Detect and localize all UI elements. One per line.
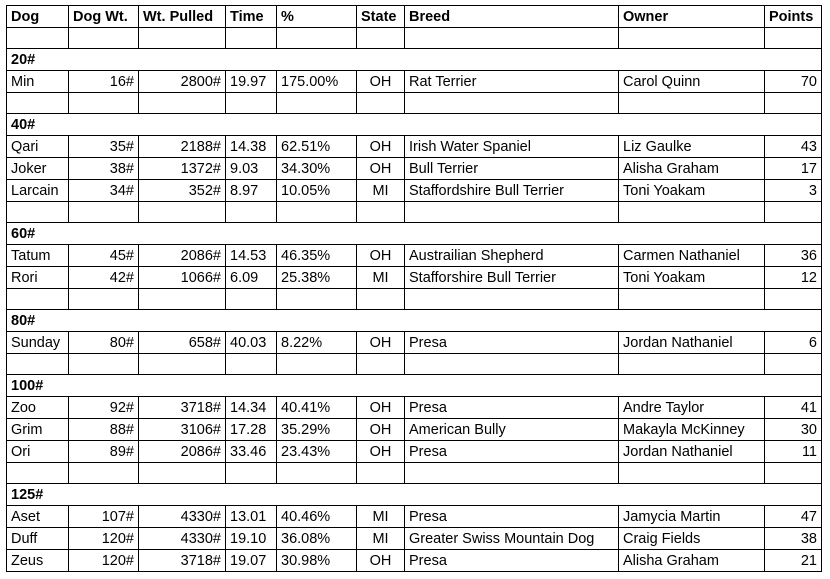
header-state: State <box>357 6 405 28</box>
table-row <box>7 245 822 267</box>
header-points: Points <box>765 6 822 28</box>
empty-cell <box>765 28 822 49</box>
cell-state: OH <box>357 397 405 419</box>
cell-state: OH <box>357 158 405 180</box>
cell-state: OH <box>357 245 405 267</box>
cell-points: 38 <box>765 528 822 550</box>
table-row <box>7 550 822 572</box>
empty-cell <box>277 463 357 484</box>
cell-owner: Jordan Nathaniel <box>619 332 765 354</box>
cell-dog-weight: 120# <box>69 528 139 550</box>
empty-cell <box>226 202 277 223</box>
cell-dog-weight: 120# <box>69 550 139 572</box>
weight-class-row <box>7 49 822 71</box>
cell-weight-pulled: 2188# <box>139 136 226 158</box>
cell-dog: Min <box>7 71 69 93</box>
blank-row <box>7 93 822 114</box>
cell-dog-weight: 16# <box>69 71 139 93</box>
empty-cell <box>765 289 822 310</box>
cell-percent: 8.22% <box>277 332 357 354</box>
blank-row <box>7 28 822 49</box>
cell-dog-weight: 38# <box>69 158 139 180</box>
cell-percent: 36.08% <box>277 528 357 550</box>
header-dog-weight: Dog Wt. <box>69 6 139 28</box>
cell-weight-pulled: 1066# <box>139 267 226 289</box>
cell-dog: Aset <box>7 506 69 528</box>
empty-cell <box>405 463 619 484</box>
cell-time: 14.53 <box>226 245 277 267</box>
cell-dog-weight: 35# <box>69 136 139 158</box>
empty-cell <box>7 28 69 49</box>
cell-breed: Presa <box>405 397 619 419</box>
cell-percent: 23.43% <box>277 441 357 463</box>
empty-cell <box>405 354 619 375</box>
weight-class-label: 125# <box>7 484 822 506</box>
cell-breed: Presa <box>405 550 619 572</box>
cell-points: 70 <box>765 71 822 93</box>
empty-cell <box>7 463 69 484</box>
cell-state: OH <box>357 550 405 572</box>
cell-percent: 46.35% <box>277 245 357 267</box>
empty-cell <box>357 289 405 310</box>
weight-class-label: 80# <box>7 310 822 332</box>
cell-breed: Presa <box>405 441 619 463</box>
cell-weight-pulled: 2086# <box>139 441 226 463</box>
cell-points: 21 <box>765 550 822 572</box>
cell-dog: Zeus <box>7 550 69 572</box>
empty-cell <box>405 93 619 114</box>
empty-cell <box>7 289 69 310</box>
cell-breed: Presa <box>405 332 619 354</box>
cell-state: MI <box>357 528 405 550</box>
results-table-body <box>7 6 822 572</box>
table-row <box>7 397 822 419</box>
cell-points: 30 <box>765 419 822 441</box>
cell-percent: 62.51% <box>277 136 357 158</box>
table-row <box>7 332 822 354</box>
cell-time: 17.28 <box>226 419 277 441</box>
cell-owner: Liz Gaulke <box>619 136 765 158</box>
empty-cell <box>69 463 139 484</box>
cell-breed: Presa <box>405 506 619 528</box>
empty-cell <box>357 463 405 484</box>
empty-cell <box>7 93 69 114</box>
cell-breed: American Bully <box>405 419 619 441</box>
weight-class-row <box>7 114 822 136</box>
cell-owner: Carmen Nathaniel <box>619 245 765 267</box>
cell-time: 14.34 <box>226 397 277 419</box>
cell-time: 8.97 <box>226 180 277 202</box>
header-row <box>7 6 822 28</box>
empty-cell <box>405 202 619 223</box>
cell-weight-pulled: 4330# <box>139 506 226 528</box>
empty-cell <box>139 28 226 49</box>
cell-state: OH <box>357 332 405 354</box>
cell-dog-weight: 80# <box>69 332 139 354</box>
table-row <box>7 136 822 158</box>
cell-time: 13.01 <box>226 506 277 528</box>
cell-percent: 25.38% <box>277 267 357 289</box>
empty-cell <box>619 28 765 49</box>
cell-state: MI <box>357 267 405 289</box>
cell-percent: 10.05% <box>277 180 357 202</box>
cell-owner: Makayla McKinney <box>619 419 765 441</box>
cell-points: 12 <box>765 267 822 289</box>
cell-breed: Irish Water Spaniel <box>405 136 619 158</box>
cell-percent: 30.98% <box>277 550 357 572</box>
cell-time: 19.10 <box>226 528 277 550</box>
empty-cell <box>226 28 277 49</box>
empty-cell <box>357 28 405 49</box>
cell-points: 11 <box>765 441 822 463</box>
empty-cell <box>277 289 357 310</box>
weight-class-row <box>7 310 822 332</box>
empty-cell <box>226 289 277 310</box>
blank-row <box>7 289 822 310</box>
cell-dog-weight: 88# <box>69 419 139 441</box>
header-dog: Dog <box>7 6 69 28</box>
empty-cell <box>357 354 405 375</box>
cell-owner: Jamycia Martin <box>619 506 765 528</box>
empty-cell <box>69 289 139 310</box>
cell-owner: Jordan Nathaniel <box>619 441 765 463</box>
empty-cell <box>357 93 405 114</box>
table-row <box>7 180 822 202</box>
cell-dog: Grim <box>7 419 69 441</box>
cell-dog-weight: 92# <box>69 397 139 419</box>
table-row <box>7 528 822 550</box>
empty-cell <box>7 354 69 375</box>
cell-weight-pulled: 2086# <box>139 245 226 267</box>
cell-dog-weight: 42# <box>69 267 139 289</box>
cell-percent: 175.00% <box>277 71 357 93</box>
empty-cell <box>69 93 139 114</box>
cell-time: 14.38 <box>226 136 277 158</box>
cell-time: 40.03 <box>226 332 277 354</box>
empty-cell <box>139 354 226 375</box>
weight-class-row <box>7 484 822 506</box>
cell-weight-pulled: 3718# <box>139 550 226 572</box>
cell-percent: 35.29% <box>277 419 357 441</box>
table-row <box>7 441 822 463</box>
empty-cell <box>139 93 226 114</box>
cell-weight-pulled: 3106# <box>139 419 226 441</box>
cell-weight-pulled: 3718# <box>139 397 226 419</box>
empty-cell <box>619 354 765 375</box>
cell-owner: Andre Taylor <box>619 397 765 419</box>
cell-dog-weight: 89# <box>69 441 139 463</box>
weight-class-row <box>7 375 822 397</box>
table-row <box>7 267 822 289</box>
cell-dog: Rori <box>7 267 69 289</box>
empty-cell <box>226 463 277 484</box>
cell-dog: Zoo <box>7 397 69 419</box>
cell-dog: Duff <box>7 528 69 550</box>
cell-breed: Stafforshire Bull Terrier <box>405 267 619 289</box>
cell-owner: Craig Fields <box>619 528 765 550</box>
empty-cell <box>765 202 822 223</box>
cell-weight-pulled: 352# <box>139 180 226 202</box>
cell-time: 19.07 <box>226 550 277 572</box>
weight-class-label: 40# <box>7 114 822 136</box>
table-row <box>7 506 822 528</box>
cell-dog: Qari <box>7 136 69 158</box>
cell-owner: Toni Yoakam <box>619 267 765 289</box>
cell-owner: Toni Yoakam <box>619 180 765 202</box>
cell-percent: 40.41% <box>277 397 357 419</box>
cell-points: 17 <box>765 158 822 180</box>
table-row <box>7 158 822 180</box>
empty-cell <box>405 28 619 49</box>
cell-points: 36 <box>765 245 822 267</box>
cell-breed: Austrailian Shepherd <box>405 245 619 267</box>
empty-cell <box>619 289 765 310</box>
header-percent: % <box>277 6 357 28</box>
empty-cell <box>69 28 139 49</box>
weight-class-label: 20# <box>7 49 822 71</box>
cell-dog-weight: 107# <box>69 506 139 528</box>
empty-cell <box>357 202 405 223</box>
cell-weight-pulled: 658# <box>139 332 226 354</box>
weight-class-label: 60# <box>7 223 822 245</box>
cell-points: 41 <box>765 397 822 419</box>
cell-time: 6.09 <box>226 267 277 289</box>
cell-owner: Carol Quinn <box>619 71 765 93</box>
cell-dog-weight: 34# <box>69 180 139 202</box>
empty-cell <box>619 202 765 223</box>
cell-dog-weight: 45# <box>69 245 139 267</box>
cell-state: OH <box>357 441 405 463</box>
empty-cell <box>619 463 765 484</box>
empty-cell <box>69 202 139 223</box>
empty-cell <box>765 93 822 114</box>
cell-dog: Sunday <box>7 332 69 354</box>
empty-cell <box>619 93 765 114</box>
weight-class-row <box>7 223 822 245</box>
table-row <box>7 419 822 441</box>
empty-cell <box>277 202 357 223</box>
empty-cell <box>277 93 357 114</box>
empty-cell <box>139 463 226 484</box>
cell-state: MI <box>357 180 405 202</box>
results-table <box>6 5 822 572</box>
cell-breed: Greater Swiss Mountain Dog <box>405 528 619 550</box>
empty-cell <box>7 202 69 223</box>
cell-time: 19.97 <box>226 71 277 93</box>
cell-dog: Joker <box>7 158 69 180</box>
cell-state: OH <box>357 419 405 441</box>
cell-breed: Staffordshire Bull Terrier <box>405 180 619 202</box>
cell-points: 3 <box>765 180 822 202</box>
cell-breed: Bull Terrier <box>405 158 619 180</box>
cell-dog: Tatum <box>7 245 69 267</box>
cell-points: 43 <box>765 136 822 158</box>
cell-state: OH <box>357 71 405 93</box>
header-owner: Owner <box>619 6 765 28</box>
cell-dog: Ori <box>7 441 69 463</box>
table-row <box>7 71 822 93</box>
header-weight-pulled: Wt. Pulled <box>139 6 226 28</box>
cell-points: 6 <box>765 332 822 354</box>
empty-cell <box>69 354 139 375</box>
cell-weight-pulled: 4330# <box>139 528 226 550</box>
cell-time: 33.46 <box>226 441 277 463</box>
blank-row <box>7 354 822 375</box>
blank-row <box>7 202 822 223</box>
empty-cell <box>226 354 277 375</box>
cell-points: 47 <box>765 506 822 528</box>
cell-weight-pulled: 1372# <box>139 158 226 180</box>
empty-cell <box>277 354 357 375</box>
empty-cell <box>765 354 822 375</box>
empty-cell <box>765 463 822 484</box>
cell-state: MI <box>357 506 405 528</box>
empty-cell <box>139 202 226 223</box>
empty-cell <box>226 93 277 114</box>
cell-percent: 40.46% <box>277 506 357 528</box>
header-time: Time <box>226 6 277 28</box>
empty-cell <box>139 289 226 310</box>
cell-breed: Rat Terrier <box>405 71 619 93</box>
empty-cell <box>405 289 619 310</box>
cell-state: OH <box>357 136 405 158</box>
results-sheet <box>6 5 822 572</box>
cell-owner: Alisha Graham <box>619 158 765 180</box>
cell-dog: Larcain <box>7 180 69 202</box>
weight-class-label: 100# <box>7 375 822 397</box>
cell-weight-pulled: 2800# <box>139 71 226 93</box>
header-breed: Breed <box>405 6 619 28</box>
blank-row <box>7 463 822 484</box>
cell-percent: 34.30% <box>277 158 357 180</box>
empty-cell <box>277 28 357 49</box>
cell-owner: Alisha Graham <box>619 550 765 572</box>
cell-time: 9.03 <box>226 158 277 180</box>
